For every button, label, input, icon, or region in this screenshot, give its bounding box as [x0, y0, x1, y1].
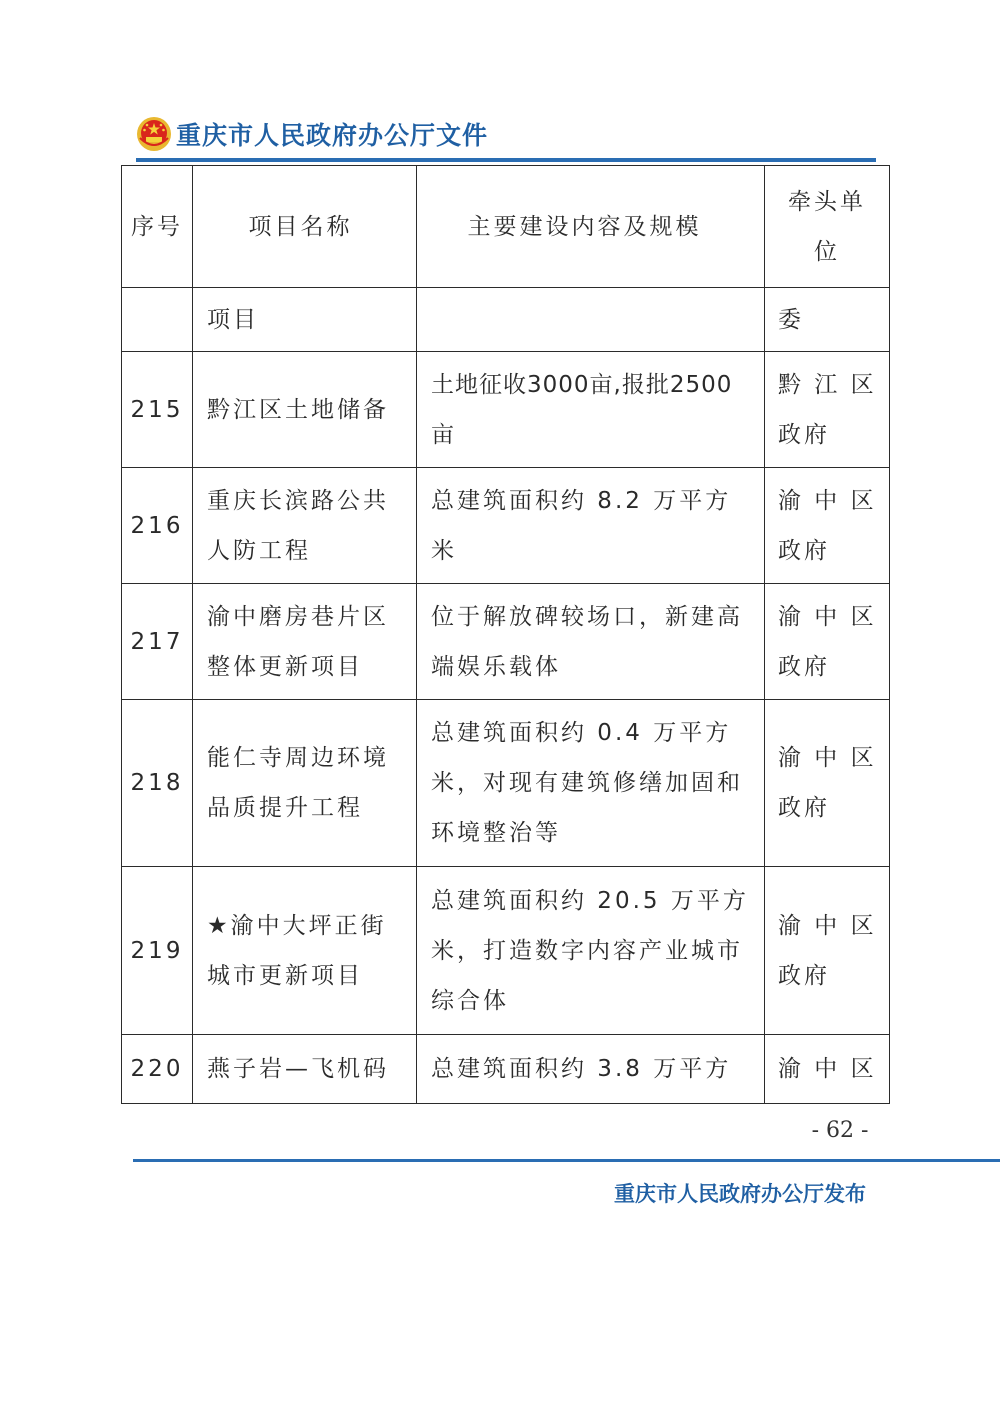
- table-row: [122, 468, 890, 584]
- row-num: 217: [122, 584, 193, 700]
- header-divider: [136, 158, 876, 162]
- row-name: [193, 288, 417, 352]
- row-content: [417, 1035, 765, 1104]
- row-content-line: 端娱乐载体: [431, 653, 561, 680]
- row-name-line: 燕子岩—飞机码: [207, 1056, 389, 1082]
- project-table: [121, 165, 890, 1104]
- header-cell-name: 项目名称: [193, 166, 417, 288]
- row-name: [193, 700, 417, 867]
- row-name: [193, 468, 417, 584]
- table-row: [122, 867, 890, 1035]
- row-lead: [765, 584, 890, 700]
- row-lead: [765, 1035, 890, 1104]
- row-name-line: 品质提升工程: [207, 795, 363, 821]
- row-lead-line: 渝 中 区: [778, 603, 877, 630]
- row-content-line: 米，对现有建筑修缮加固和: [431, 770, 743, 796]
- page-number: - 62 -: [811, 1118, 869, 1143]
- row-lead-line: 政府: [778, 653, 830, 680]
- document-header-title: 重庆市人民政府办公厅文件: [176, 121, 489, 150]
- row-lead-line: 委: [778, 306, 804, 333]
- row-content: [417, 867, 765, 1035]
- row-content-line: 土地征收3000亩,报批2500: [431, 371, 733, 398]
- row-num: 220: [122, 1035, 193, 1104]
- row-content: [417, 288, 765, 352]
- row-content-line: 环境整治等: [431, 820, 561, 846]
- footer-publisher: 重庆市人民政府办公厅发布: [614, 1182, 866, 1206]
- row-name-line: 人防工程: [207, 537, 311, 564]
- row-name: [193, 1035, 417, 1104]
- row-name-line: 整体更新项目: [207, 653, 363, 680]
- table-row: [122, 584, 890, 700]
- row-name-line: 城市更新项目: [207, 962, 363, 989]
- row-content-line: 位于解放碑较场口，新建高: [431, 603, 743, 630]
- row-num: 219: [122, 867, 193, 1035]
- table-row: [122, 1035, 890, 1104]
- row-name: [193, 584, 417, 700]
- row-name: [193, 352, 417, 468]
- row-content-line: 米，打造数字内容产业城市: [431, 937, 743, 964]
- row-content-line: 总建筑面积约 8.2 万平方米: [431, 487, 732, 564]
- row-name-line: 渝中磨房巷片区: [207, 603, 389, 630]
- row-content-line: 总建筑面积约 0.4 万平方: [431, 720, 732, 746]
- row-lead: [765, 288, 890, 352]
- row-lead-line: 政府: [778, 421, 830, 448]
- row-lead: [765, 867, 890, 1035]
- footer-divider: [133, 1159, 1000, 1162]
- row-content: [417, 584, 765, 700]
- header-cell-num: 序号: [122, 166, 193, 288]
- row-content: [417, 468, 765, 584]
- table-row: [122, 700, 890, 867]
- row-content-line: 综合体: [431, 987, 509, 1014]
- row-name-line: 项目: [207, 306, 259, 333]
- row-name-line: 黔江区土地储备: [207, 396, 389, 423]
- row-content-line: 总建筑面积约 3.8 万平方: [431, 1056, 732, 1082]
- row-name: [193, 867, 417, 1035]
- row-num: 215: [122, 352, 193, 468]
- row-lead-line: 渝 中 区: [778, 745, 877, 771]
- row-lead-line: 黔 江 区: [778, 371, 877, 398]
- row-num: 216: [122, 468, 193, 584]
- row-name-line: 重庆长滨路公共: [207, 487, 389, 514]
- header-cell-lead: [765, 166, 890, 288]
- table-row: [122, 352, 890, 468]
- row-lead-line: 政府: [778, 795, 830, 821]
- row-lead: [765, 352, 890, 468]
- row-lead: [765, 700, 890, 867]
- table-header-row: [122, 166, 890, 288]
- row-lead-line: 渝 中 区: [778, 487, 877, 514]
- row-content: [417, 352, 765, 468]
- row-num: [122, 288, 193, 352]
- national-emblem-icon: [136, 116, 172, 152]
- row-content: [417, 700, 765, 867]
- header-cell-content: 主要建设内容及规模: [417, 166, 765, 288]
- document-header: [136, 112, 488, 156]
- row-num: 218: [122, 700, 193, 867]
- row-lead-line: 渝 中 区: [778, 1056, 877, 1082]
- row-lead-line: 政府: [778, 537, 830, 564]
- table-row: [122, 288, 890, 352]
- row-content-line: 亩: [431, 421, 457, 448]
- row-name-line: 能仁寺周边环境: [207, 745, 389, 771]
- row-content-line: 总建筑面积约 20.5 万平方: [431, 887, 749, 914]
- row-lead-line: 渝 中 区: [778, 912, 877, 939]
- row-lead-line: 政府: [778, 962, 830, 989]
- header-lead-line: 牵头单: [788, 188, 866, 215]
- header-lead-line: 位: [814, 238, 840, 265]
- row-lead: [765, 468, 890, 584]
- row-name-line: ★渝中大坪正街: [207, 912, 387, 939]
